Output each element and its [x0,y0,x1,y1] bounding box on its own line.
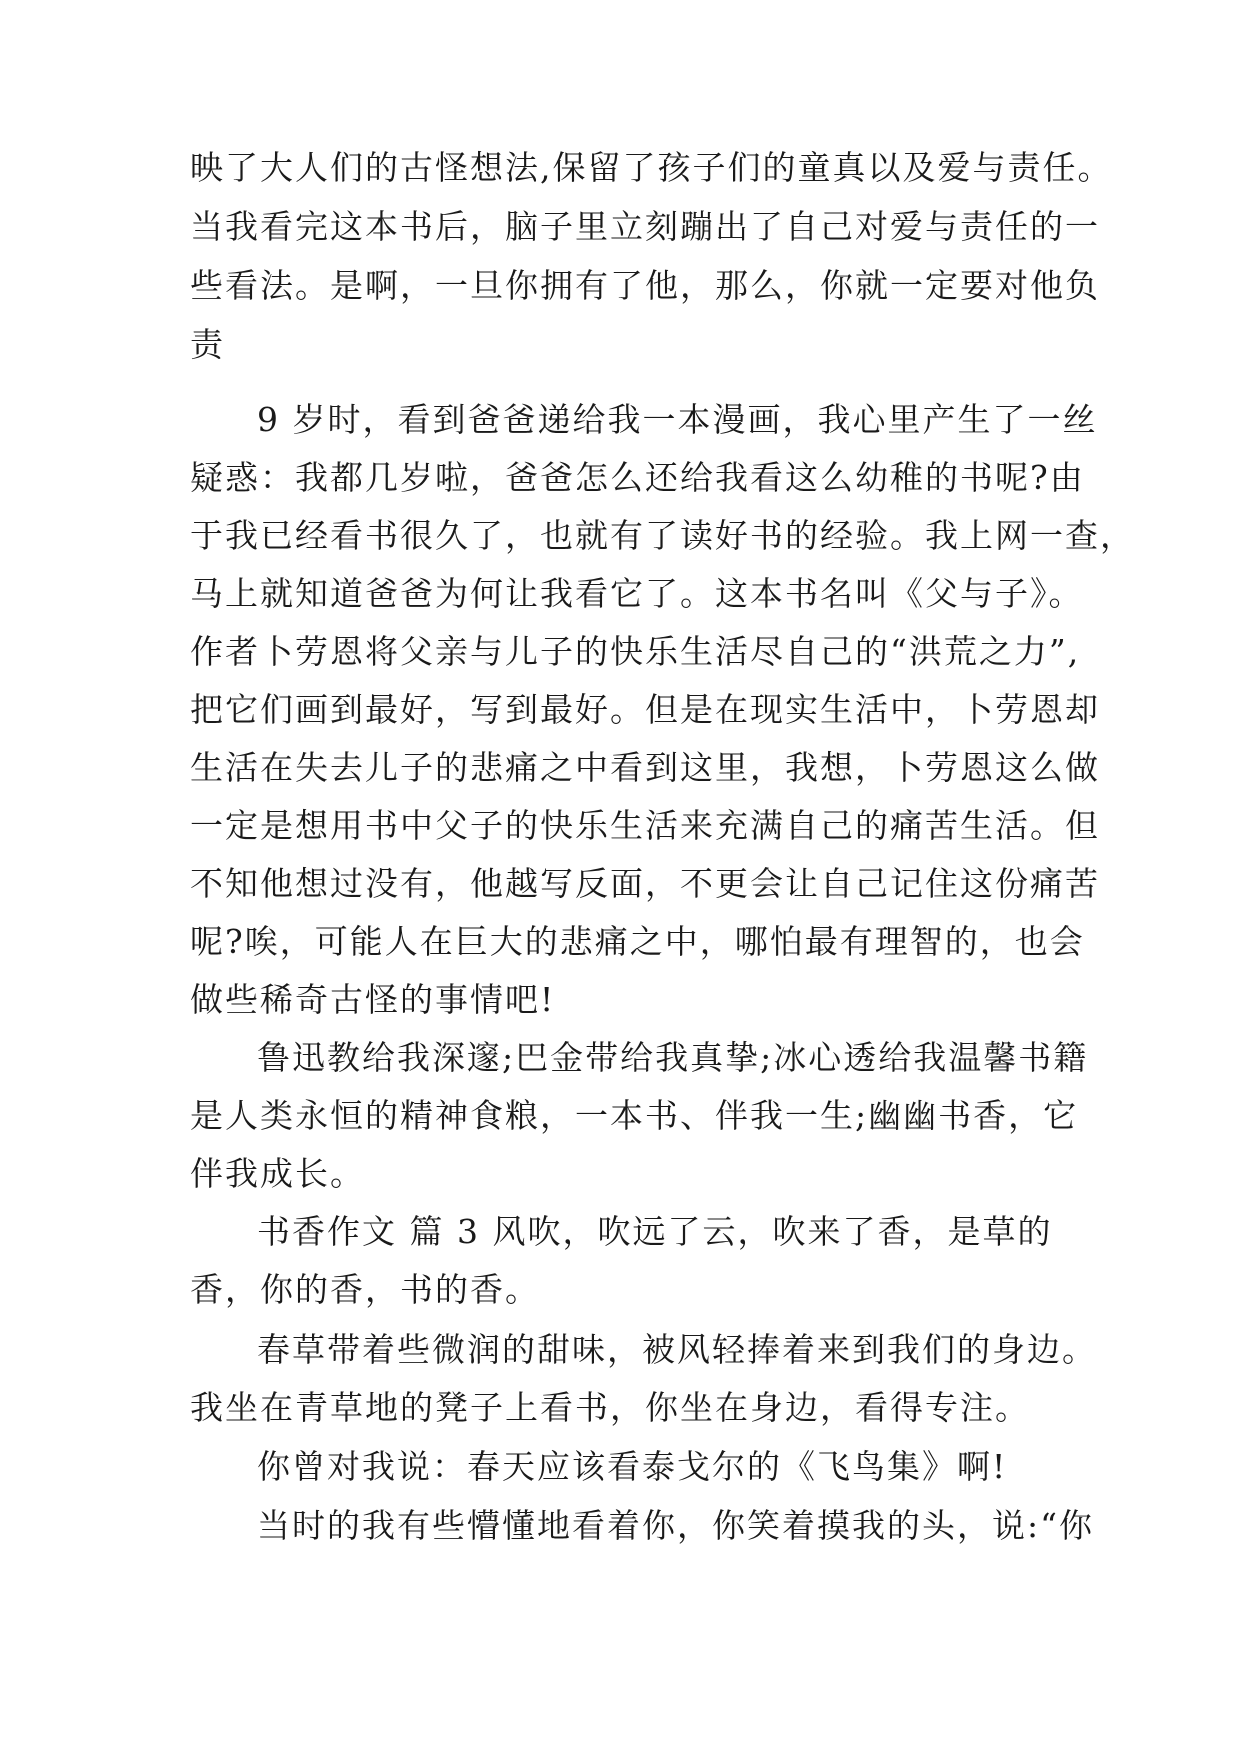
text-line: 做些稀奇古怪的事情吧! [190,980,556,1019]
paragraph-start: 9 岁时，看到爸爸递给我一本漫画，我心里产生了一丝 [257,400,1098,439]
text-line: 当我看完这本书后，脑子里立刻蹦出了自己对爱与责任的一 [190,207,1100,246]
text-line: 映了大人们的古怪想法,保留了孩子们的童真以及爱与责任。 [190,148,1113,187]
text-line: 些看法。是啊，一旦你拥有了他，那么，你就一定要对他负 [190,266,1100,305]
paragraph-start: 鲁迅教给我深邃;巴金带给我真挚;冰心透给我温馨书籍 [257,1038,1089,1077]
text-line: 于我已经看书很久了，也就有了读好书的经验。我上网一查， [190,516,1135,555]
paragraph-start: 当时的我有些懵懂地看着你，你笑着摸我的头，说:“你 [257,1506,1094,1545]
paragraph-start: 你曾对我说：春天应该看泰戈尔的《飞鸟集》啊! [257,1447,1008,1486]
text-line: 香，你的香，书的香。 [190,1270,540,1309]
text-line: 责 [190,325,225,364]
text-line: 伴我成长。 [190,1154,365,1193]
text-line: 作者卜劳恩将父亲与儿子的快乐生活尽自己的“洪荒之力”, [190,632,1081,671]
text-line: 是人类永恒的精神食粮，一本书、伴我一生;幽幽书香，它 [190,1096,1079,1135]
text-line: 我坐在青草地的凳子上看书，你坐在身边，看得专注。 [190,1388,1030,1427]
text-line: 一定是想用书中父子的快乐生活来充满自己的痛苦生活。但 [190,806,1100,845]
text-line: 马上就知道爸爸为何让我看它了。这本书名叫《父与子》。 [190,574,1084,613]
text-line: 把它们画到最好，写到最好。但是在现实生活中，卜劳恩却 [190,690,1100,729]
section-heading-line: 书香作文 篇 3 风吹，吹远了云，吹来了香，是草的 [257,1212,1053,1251]
text-line: 疑惑：我都几岁啦，爸爸怎么还给我看这么幼稚的书呢?由 [190,458,1085,497]
paragraph-start: 春草带着些微润的甜味，被风轻捧着来到我们的身边。 [257,1330,1097,1369]
text-line: 不知他想过没有，他越写反面，不更会让自己记住这份痛苦 [190,864,1100,903]
text-line: 呢?唉，可能人在巨大的悲痛之中，哪怕最有理智的，也会 [190,922,1085,961]
text-line: 生活在失去儿子的悲痛之中看到这里，我想，卜劳恩这么做 [190,748,1100,787]
